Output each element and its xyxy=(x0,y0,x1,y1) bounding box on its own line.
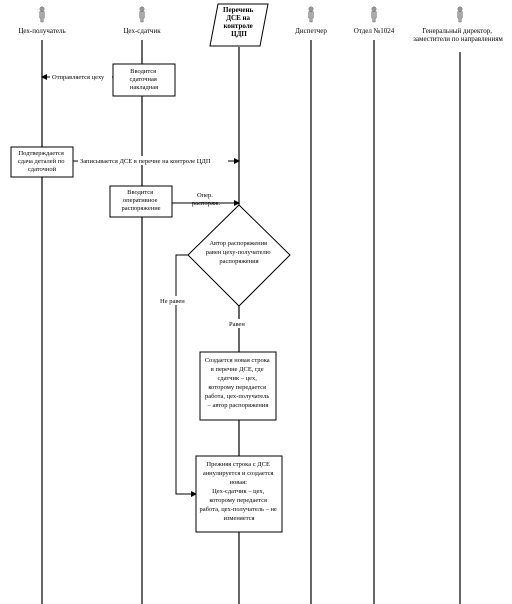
arrow-write xyxy=(73,156,239,165)
branch-yes-label: Равен xyxy=(229,321,245,328)
actor-receiver-icon xyxy=(40,7,45,22)
svg-text:Подтверждается сдача дет: Подтверждается сдача деталей по сдаточной xyxy=(17,150,65,173)
actor-dept1024-icon xyxy=(372,7,377,22)
svg-text:Создается новая строка в: Создается новая строка в перечне ДСЕ, где сдатчик – цех, которому передается работа, цех-получатель – автор распоряжения xyxy=(204,357,270,409)
arrow-opr xyxy=(172,192,239,207)
branch-yes xyxy=(228,319,250,328)
box-op-order xyxy=(110,186,172,217)
box-result-yes xyxy=(200,352,276,420)
actor-dispatcher-icon xyxy=(309,7,314,22)
lane-label-receiver: Цех-получатель xyxy=(18,27,66,35)
box-invoice xyxy=(113,64,175,96)
lane-label-sender: Цех-сдатчик xyxy=(123,27,161,35)
actor-director-icon xyxy=(458,7,463,22)
svg-text:Автор распоряжения равен: Автор распоряжения равен цеху-получателю распоряжения xyxy=(205,240,271,265)
arrow-send xyxy=(42,72,113,81)
svg-text:Прежняя строка с ДСЕ анн: Прежняя строка с ДСЕ аннулируется и создается новая: Цех-сдатчик – цех, которому передается работа, цех-получатель – не изменяется xyxy=(199,461,277,522)
actor-sender-icon xyxy=(140,7,145,22)
arrow-opr-label: Опер. распоряж. xyxy=(192,192,221,207)
box-check xyxy=(11,147,73,177)
svg-text:Вводится сдаточная: Вводится сдаточная накладная xyxy=(129,68,159,91)
lane-label-ddu: Перечень ДСЕ на контроле ЦДП xyxy=(223,6,254,38)
branch-no-label: Не равен xyxy=(160,298,185,305)
lane-label-dept1024: Отдел №1024 xyxy=(353,27,395,35)
arrow-send-label: Отправляется цеху xyxy=(52,74,105,81)
svg-text:Вводится оперативное: Вводится оперативное распоряжение xyxy=(121,189,161,212)
branch-no xyxy=(158,255,196,494)
decision-diamond xyxy=(188,205,290,306)
arrow-write-label: Записывается ДСЕ в перечне на контроле ЦДП xyxy=(80,158,211,165)
lane-label-director: Генеральный директор, заместители по направлениям xyxy=(413,27,503,43)
box-result-no xyxy=(196,456,282,532)
lane-label-dispatcher: Диспетчер xyxy=(295,27,327,35)
